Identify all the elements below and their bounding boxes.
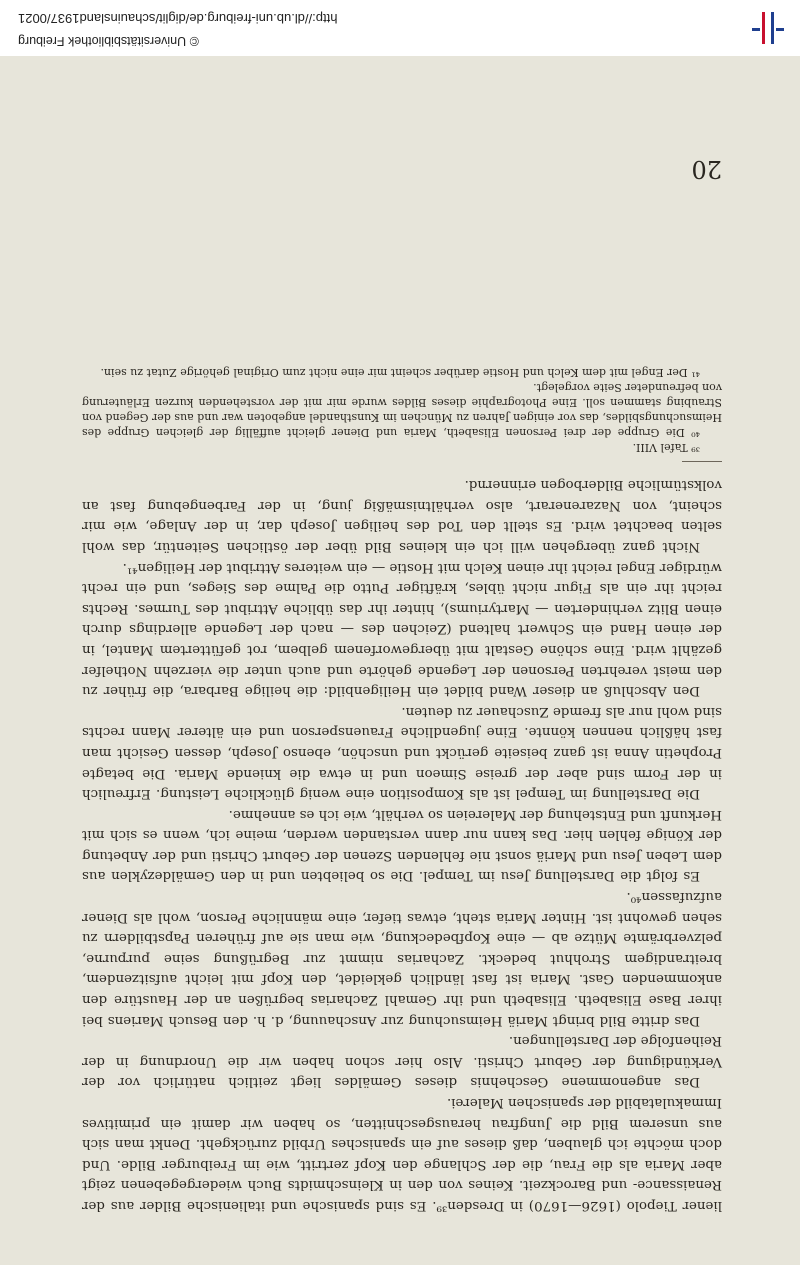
ub-freiburg-logo-icon: [748, 8, 788, 48]
scanned-page: [0, 56, 800, 1265]
paragraph: Das dritte Bild bringt Mariä Heimsuchung zur Anschauung, d. h. den Besuch Mariens bei ihrer Base Elisabeth. Elisabeth und ihr Gemahl Zacharias begrüßen an der Haustüre den ankommenden Gast. Maria ist fast ländlich gekleidet, den Kopf mit leicht aufsitzendem, breitrandigem Strohhut bedeckt. Zacharias nimmt zur Begrüßung seine purpurne, pelzverbrämte Mütze ab — eine Kopfbedeckung, wie man sie auf früheren Papstbildern zu sehen gewohnt ist. Hinter Maria steht, etwas tiefer, eine männliche Person, wohl als Diener aufzufassen⁴⁰.: [82, 889, 722, 1028]
paragraph: Die Darstellung im Tempel ist als Komposition eine wenig glückliche Leistung. Erfreulich in der Form sind aber der greise Simeon und in etwa die kniende Maria. Die betagte Prophetin Anna ist ganz beiseite gerückt und unschön, ebenso Joseph, dessen Gesicht man fast häßlich nennen könnte. Eine jugendliche Frauensperson und ein älterer Mann rechts sind wohl nur als fremde Zuschauer zu deuten.: [82, 703, 722, 802]
page-url[interactable]: http://dl.ub.uni-freiburg.de/diglit/schauinsland1937/0021: [18, 11, 338, 26]
footnote: ³⁹ Tafel VIII.: [632, 440, 700, 454]
footnote-divider: [682, 461, 722, 462]
university-logo[interactable]: [748, 8, 788, 48]
body-text: [82, 365, 722, 1215]
paragraph: Das angenommene Geschehnis dieses Gemäldes liegt zeitlich natürlich vor der Verkündigung der Geburt Christi. Also hier schon haben wir die Unordnung in der Reihenfolge der Darstellungen.: [82, 1033, 722, 1090]
footnote: ⁴¹ Der Engel mit dem Kelch und Hostie darüber scheint mir eine nicht zum Original gehörige Zutat zu sein.: [100, 365, 700, 379]
copyright-credit: © Universitätsbibliothek Freiburg: [18, 34, 199, 48]
page-number: 20: [691, 155, 722, 183]
paragraph: liener Tiepolo (1626—1670) in Dresden³⁹. Es sind spanische und italienische Bilder aus der Renaissance- und Barockzeit. Keines von den in Kleinschmidts Buch wiedergegebenen zeigt aber Maria als die Frau, die der Schlange den Kopf zertritt, wie im Freiburger Bilde. Und doch möchte ich glauben, daß dieses auf ein spanisches Urbild zurückgeht. Denkt man sich aus unserem Bild die Jungfrau herausgeschnitten, so haben wir damit ein primitives Immakulatabild der spanischen Malerei.: [82, 1095, 722, 1213]
paragraph: Nicht ganz übergehen will ich ein kleines Bild über der östlichen Seitentür, das wohl selten beachtet wird. Es stellt den Tod des heiligen Joseph dar, in der Anlage, wie mir scheint, von Nazarenerart, also verhältnismäßig jung, in der Farbengebung fast an volkstümliche Bilderbogen erinnernd.: [82, 477, 722, 554]
footnote: ⁴⁰ Die Gruppe der drei Personen Elisabeth, Maria und Diener gleicht auffällig der gleichen Gruppe des Heimsuchungsbildes, das vor einigen Jahren zu München im Kunsthandel angeboten war und aus der Gegend von Straubing stammen soll. Eine Photographie dieses Bildes wurde mir mit der vorstehenden kurzen Erläuterung von befreundeter Seite vorgelegt.: [82, 380, 722, 439]
footnotes: [82, 365, 722, 455]
paragraph: Es folgt die Darstellung Jesu im Tempel. Die so beliebten und in den Gemäldezyklen aus dem Leben Jesu und Mariä sonst nie fehlenden Szenen der Geburt Christi und der Anbetung der Könige fehlen hier. Das kann nur dann verstanden werden, meine ich, wenn es sich mit Herkunft und Entstehung der Malereien so verhält, wie ich es annehme.: [82, 806, 722, 884]
viewer-header: [0, 0, 800, 57]
paragraph: Den Abschluß an dieser Wand bildet ein Heiligenbild: die heilige Barbara, die früher zu den meist verehrten Personen der Legende gehörte und auch unter die vierzehn Nothelfer gezählt wird. Eine schöne Gestalt mit übergeworfenem gelbem, rot gefüttertem Mantel, in der einen Hand ein Schwert haltend (Zeichen des — nach der Legende allerdings durch einen Blitz verhinderten — Martyriums), hinter ihr das übliche Attribut des Turmes. Rechts reicht ihr ein als Figur nicht übles, kräftiger Putto die Palme des Sieges, und ein recht würdiger Engel reicht ihr einen Kelch mit Hostie — ein weiteres Attribut der Heiligen⁴¹.: [82, 559, 722, 699]
